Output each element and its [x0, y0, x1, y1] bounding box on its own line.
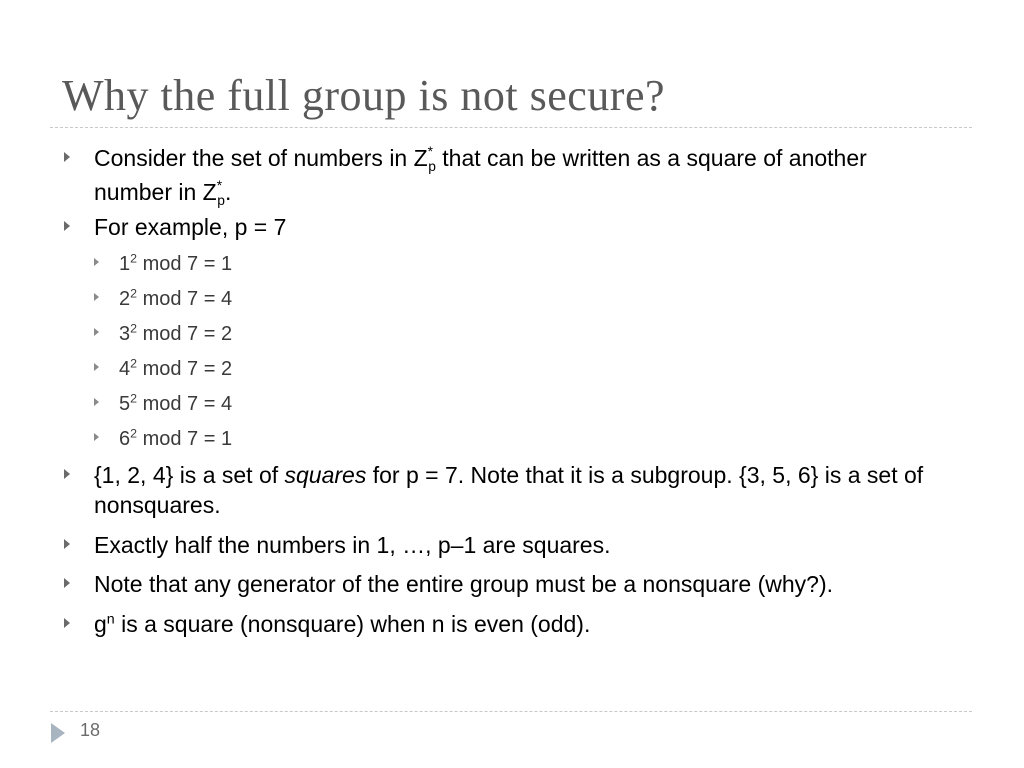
- bullet-triangle-icon: [64, 578, 70, 588]
- sub-bullet-example-2: [94, 286, 232, 312]
- example-exponent: 2: [130, 286, 138, 301]
- sub-bullet-example-6: [94, 426, 232, 452]
- slide-title: Why the full group is not secure?: [62, 71, 666, 120]
- page-number: 18: [80, 720, 101, 740]
- sub-bullet-example-4: [94, 356, 232, 382]
- sub-bullet-text: [119, 426, 232, 452]
- sub-bullet-example-5: [94, 391, 232, 417]
- example-exponent: 2: [130, 321, 138, 336]
- bullet-generator-nonsquare: [64, 569, 964, 599]
- example-exponent: 2: [130, 426, 138, 441]
- example-base: 2: [119, 288, 131, 310]
- bullet-text-part: is a square (nonsquare) when n is even (odd).: [114, 611, 591, 637]
- bullet-triangle-icon: [64, 221, 70, 231]
- sub-bullet-triangle-icon: [94, 258, 99, 266]
- sub-bullet-example-3: [94, 321, 232, 347]
- bullet-text: [94, 609, 590, 639]
- example-exponent: 2: [130, 251, 138, 266]
- bullet-triangle-icon: [64, 539, 70, 549]
- example-rest: mod 7 = 2: [137, 323, 233, 345]
- footer-divider: [50, 711, 972, 712]
- bullet-text: Note that any generator of the entire group must be a nonsquare (why?).: [94, 571, 833, 597]
- example-exponent: 2: [130, 356, 138, 371]
- sub-bullet-text: [119, 251, 232, 277]
- sub-bullet-text: [119, 321, 232, 347]
- sub-bullet-example-1: [94, 251, 232, 277]
- z-star-superscript: *: [216, 177, 223, 193]
- example-rest: mod 7 = 2: [137, 358, 233, 380]
- bullet-gn-square: [64, 609, 944, 639]
- bullet-text-part: for p = 7. Note that it is a subgroup. {3, 5, 6} is a set of nonsquares.: [94, 462, 924, 518]
- gn-base: g: [94, 611, 107, 637]
- bullet-squares-set: [64, 460, 944, 520]
- sub-bullet-text: [119, 286, 232, 312]
- sub-bullet-triangle-icon: [94, 293, 99, 301]
- title-divider: [50, 127, 972, 128]
- sub-bullet-triangle-icon: [94, 433, 99, 441]
- bullet-text: For example, p = 7: [94, 214, 287, 240]
- z-star-superscript: *: [427, 143, 434, 159]
- example-exponent: 2: [130, 391, 138, 406]
- bullet-triangle-icon: [64, 152, 70, 162]
- bullet-text-part: {1, 2, 4} is a set of: [94, 462, 285, 488]
- bullet-triangle-icon: [64, 618, 70, 628]
- sub-bullet-text: [119, 391, 232, 417]
- example-base: 4: [119, 358, 131, 380]
- sub-bullet-triangle-icon: [94, 363, 99, 371]
- sub-bullet-triangle-icon: [94, 328, 99, 336]
- example-rest: mod 7 = 1: [137, 428, 233, 450]
- gn-exponent: n: [106, 611, 115, 628]
- bullet-text-part: that can be written as a square of another number in Z: [94, 145, 867, 205]
- bullet-example: [64, 212, 944, 242]
- bullet-text: [94, 143, 944, 211]
- footer-triangle-icon: [51, 723, 65, 743]
- z-p-subscript: p: [428, 158, 436, 174]
- bullet-text: [94, 460, 944, 520]
- bullet-text-part: Consider the set of numbers in Z: [94, 145, 428, 171]
- example-rest: mod 7 = 1: [137, 253, 233, 275]
- example-base: 6: [119, 428, 131, 450]
- bullet-consider-set: [64, 143, 944, 211]
- example-rest: mod 7 = 4: [137, 288, 233, 310]
- bullet-half-squares: [64, 530, 944, 560]
- bullet-text: Exactly half the numbers in 1, …, p–1 are squares.: [94, 532, 611, 558]
- sub-bullet-triangle-icon: [94, 398, 99, 406]
- example-base: 1: [119, 253, 131, 275]
- bullet-triangle-icon: [64, 469, 70, 479]
- example-base: 5: [119, 393, 131, 415]
- example-base: 3: [119, 323, 131, 345]
- z-p-subscript: p: [217, 192, 225, 208]
- sub-bullet-text: [119, 356, 232, 382]
- example-rest: mod 7 = 4: [137, 393, 233, 415]
- bullet-text-part: .: [224, 179, 232, 205]
- emphasis-squares: squares: [284, 462, 367, 488]
